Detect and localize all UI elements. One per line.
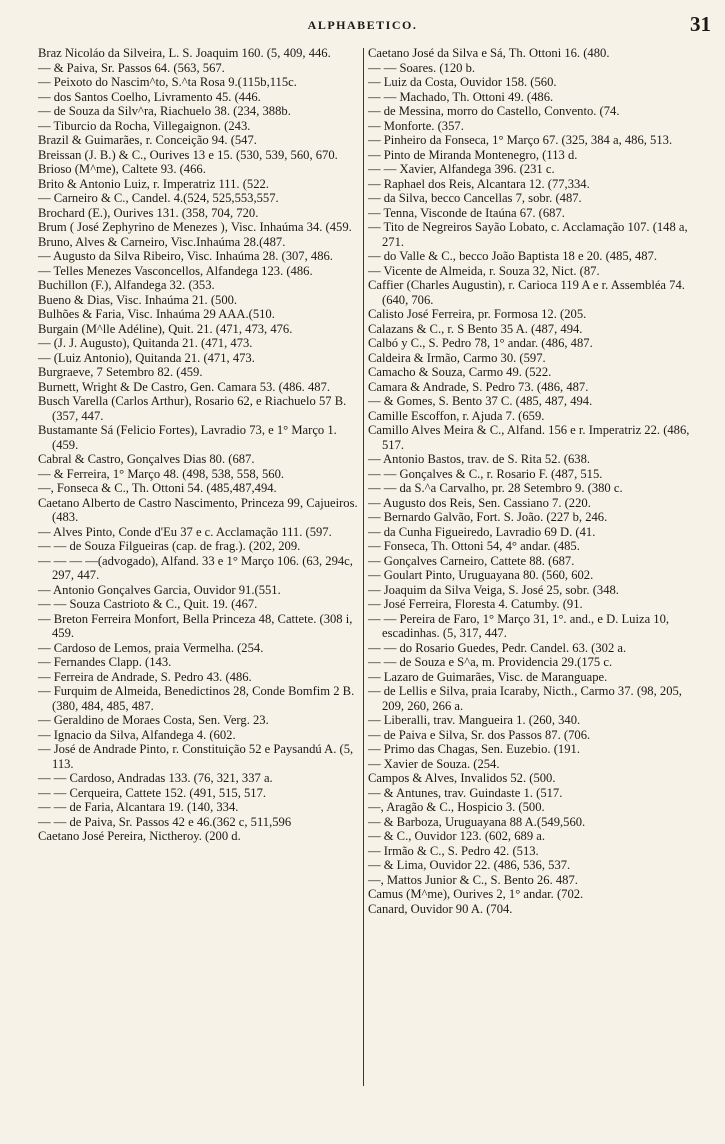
directory-entry: Bruno, Alves & Carneiro, Visc.Inhaúma 28.(487. xyxy=(38,234,286,249)
directory-entry: — & Barboza, Uruguayana 88 A.(549,560. xyxy=(368,814,586,829)
directory-entry: Brioso (M^me), Caltete 93. (466. xyxy=(38,162,206,176)
directory-entry: — Antonio Gonçalves Garcia, Ouvidor 91.(551. xyxy=(38,582,281,597)
directory-entry: — (Luiz Antonio), Quitanda 21. (471, 473. xyxy=(38,350,255,365)
directory-entry: — de Paiva e Silva, Sr. dos Passos 87. (706. xyxy=(368,727,591,742)
directory-entry: — (J. J. Augusto), Quitanda 21. (471, 473. xyxy=(38,336,253,350)
directory-entry: — José de Andrade Pinto, r. Constituição 52 e Paysandú A. (5, 113. xyxy=(38,742,354,771)
running-title: ALPHABETICO. xyxy=(307,18,418,32)
directory-entry: — Raphael dos Reis, Alcantara 12. (77,334. xyxy=(368,176,590,191)
directory-entry: — Geraldino de Moraes Costa, Sen. Verg. 23. xyxy=(38,713,269,727)
directory-entry: Camillo Alves Meira & C., Alfand. 156 e r. Imperatriz 22. (486, 517. xyxy=(368,423,690,452)
directory-entry: — — de Paiva, Sr. Passos 42 e 46.(362 c, 511,596 xyxy=(38,814,292,829)
directory-entry: — Joaquim da Silva Veiga, S. José 25, sobr. (348. xyxy=(368,582,619,597)
directory-entry: — Xavier de Souza. (254. xyxy=(368,756,500,771)
directory-entry: — — Machado, Th. Ottoni 49. (486. xyxy=(368,89,554,104)
directory-entry: — da Cunha Figueiredo, Lavradio 69 D. (41. xyxy=(368,524,596,539)
directory-entry: — Tenna, Visconde de Itaúna 67. (687. xyxy=(368,205,565,220)
directory-entry: Brazil & Guimarães, r. Conceição 94. (547. xyxy=(38,133,257,147)
directory-entry: Bueno & Dias, Visc. Inhaúma 21. (500. xyxy=(38,292,238,307)
directory-entry: — Primo das Chagas, Sen. Euzebio. (191. xyxy=(368,742,580,756)
directory-entry: Camacho & Souza, Carmo 49. (522. xyxy=(368,365,552,379)
directory-entry: — Lazaro de Guimarães, Visc. de Maranguape. xyxy=(368,669,608,684)
directory-entry: — Liberalli, trav. Mangueira 1. (260, 340. xyxy=(368,713,581,727)
directory-entry: Calazans & C., r. S Bento 35 A. (487, 494. xyxy=(368,321,583,336)
directory-entry: — dos Santos Coelho, Livramento 45. (446. xyxy=(38,89,261,104)
directory-entry: Campos & Alves, Invalidos 52. (500. xyxy=(368,771,556,785)
directory-entry: —, Fonseca & C., Th. Ottoni 54. (485,487,494. xyxy=(38,481,277,495)
directory-entry: — da Silva, becco Cancellas 7, sobr. (487. xyxy=(368,191,582,205)
directory-entry: — — de Faria, Alcantara 19. (140, 334. xyxy=(38,800,239,814)
directory-entry: — Bernardo Galvão, Fort. S. João. (227 b, 246. xyxy=(368,510,608,524)
directory-entry: — Pinto de Miranda Montenegro, (113 d. xyxy=(368,147,578,162)
directory-entry: — & Gomes, S. Bento 37 C. (485, 487, 494. xyxy=(368,394,593,408)
directory-entry: — Antonio Bastos, trav. de S. Rita 52. (638. xyxy=(368,452,591,466)
directory-entry: — Fonseca, Th. Ottoni 54, 4° andar. (485. xyxy=(368,539,580,553)
directory-entry: — Carneiro & C., Candel. 4.(524, 525,553,557. xyxy=(38,191,279,205)
directory-entry: — Pinheiro da Fonseca, 1° Março 67. (325, 384 a, 486, 513. xyxy=(368,133,673,147)
directory-entry: Burnett, Wright & De Castro, Gen. Camara 53. (486. 487. xyxy=(38,379,331,394)
directory-entry: — de Souza da Silv^ra, Riachuelo 38. (234, 388b. xyxy=(38,104,291,118)
directory-entry: Breissan (J. B.) & C., Ourives 13 e 15. (530, 539, 560, 670. xyxy=(38,147,338,162)
directory-entry: —, Mattos Junior & C., S. Bento 26. 487. xyxy=(368,872,578,887)
directory-entry: —, Aragão & C., Hospicio 3. (500. xyxy=(368,800,545,814)
directory-entry: — Cardoso de Lemos, praia Vermelha. (254. xyxy=(38,640,264,655)
page-number: 31 xyxy=(690,12,711,36)
directory-entry: Brito & Antonio Luiz, r. Imperatriz 111. (522. xyxy=(38,176,269,191)
directory-columns xyxy=(0,46,725,1136)
directory-entry: Bulhões & Faria, Visc. Inhaúma 29 AAA.(510. xyxy=(38,307,275,321)
directory-entry: — — Soares. (120 b. xyxy=(368,60,476,75)
directory-entry: Braz Nicoláo da Silveira, L. S. Joaquim 160. (5, 409, 446. xyxy=(38,46,331,60)
directory-entry: — & Ferreira, 1° Março 48. (498, 538, 558, 560. xyxy=(38,466,285,481)
directory-entry: — Tito de Negreiros Sayão Lobato, c. Acclamação 107. (148 a, 271. xyxy=(368,220,688,249)
directory-entry: Calbó y C., S. Pedro 78, 1° andar. (486, 487. xyxy=(368,336,593,350)
directory-entry: — José Ferreira, Floresta 4. Catumby. (91. xyxy=(368,597,583,611)
directory-entry: — Telles Menezes Vasconcellos, Alfandega 123. (486. xyxy=(38,263,313,278)
directory-entry: Burgain (M^lle Adéline), Quit. 21. (471, 473, 476. xyxy=(38,321,293,336)
directory-entry: — & C., Ouvidor 123. (602, 689 a. xyxy=(368,829,546,843)
directory-entry: — de Lellis e Silva, praia Icaraby, Nicth., Carmo 37. (98, 205, 209, 260, 266 a. xyxy=(368,684,682,713)
directory-entry: — — de Souza e S^a, m. Providencia 29.(175 c. xyxy=(368,655,613,669)
directory-entry: — & Paiva, Sr. Passos 64. (563, 567. xyxy=(38,60,225,75)
directory-entry: — — da S.^a Carvalho, pr. 28 Setembro 9. (380 c. xyxy=(368,481,623,495)
directory-entry: — — Cerqueira, Cattete 152. (491, 515, 517. xyxy=(38,785,267,800)
directory-entry: Camara & Andrade, S. Pedro 73. (486, 487. xyxy=(368,379,589,394)
page-header xyxy=(0,6,725,36)
directory-entry: — Augusto dos Reis, Sen. Cassiano 7. (220. xyxy=(368,495,591,510)
directory-entry: — Peixoto do Nascim^to, S.^ta Rosa 9.(115b,115c. xyxy=(38,75,297,89)
directory-entry: Buchillon (F.), Alfandega 32. (353. xyxy=(38,278,215,292)
directory-entry: — — Cardoso, Andradas 133. (76, 321, 337 a. xyxy=(38,771,273,785)
directory-entry: — Monforte. (357. xyxy=(368,118,464,133)
directory-entry: Caetano Alberto de Castro Nascimento, Princeza 99, Cajueiros. (483. xyxy=(38,495,358,524)
directory-entry: — — de Souza Filgueiras (cap. de frag.). (202, 209. xyxy=(38,539,301,553)
directory-entry: — — Gonçalves & C., r. Rosario F. (487, 515. xyxy=(368,466,603,481)
directory-entry: Brum ( José Zephyrino de Menezes ), Visc. Inhaúma 34. (459. xyxy=(38,220,352,234)
directory-entry: — — — —(advogado), Alfand. 33 e 1° Março 106. (63, 294c, 297, 447. xyxy=(38,553,353,582)
directory-entry: — Vicente de Almeida, r. Souza 32, Nict. (87. xyxy=(368,263,600,278)
left-column xyxy=(38,46,360,844)
directory-entry: — de Messina, morro do Castello, Convento. (74. xyxy=(368,104,620,118)
directory-entry: Brochard (E.), Ourives 131. (358, 704, 720. xyxy=(38,205,259,220)
directory-entry: — Goulart Pinto, Uruguayana 80. (560, 602. xyxy=(368,568,594,582)
directory-entry: Canard, Ouvidor 90 A. (704. xyxy=(368,901,513,916)
directory-entry: — do Valle & C., becco João Baptista 18 e 20. (485, 487. xyxy=(368,249,658,263)
directory-entry: Burgraeve, 7 Setembro 82. (459. xyxy=(38,365,203,379)
directory-entry: Caetano José da Silva e Sá, Th. Ottoni 16. (480. xyxy=(368,46,610,60)
directory-entry: — Fernandes Clapp. (143. xyxy=(38,655,172,669)
directory-entry: — & Lima, Ouvidor 22. (486, 536, 537. xyxy=(368,858,571,872)
directory-entry: — — Pereira de Faro, 1° Março 31, 1°. and., e D. Luiza 10, escadinhas. (5, 317, 447. xyxy=(368,611,670,640)
right-column xyxy=(368,46,704,916)
directory-entry: Camille Escoffon, r. Ajuda 7. (659. xyxy=(368,408,545,423)
directory-entry: Caffier (Charles Augustin), r. Carioca 119 A e r. Assembléa 74. (640, 706. xyxy=(368,278,685,307)
directory-entry: Cabral & Castro, Gonçalves Dias 80. (687. xyxy=(38,452,255,466)
directory-entry: Caldeira & Irmão, Carmo 30. (597. xyxy=(368,350,546,365)
directory-entry: — Alves Pinto, Conde d'Eu 37 e c. Acclamação 111. (597. xyxy=(38,524,332,539)
directory-entry: — Luiz da Costa, Ouvidor 158. (560. xyxy=(368,75,557,89)
directory-entry: — Augusto da Silva Ribeiro, Visc. Inhaúma 28. (307, 486. xyxy=(38,249,333,263)
directory-entry: — & Antunes, trav. Guindaste 1. (517. xyxy=(368,785,563,800)
directory-entry: — — do Rosario Guedes, Pedr. Candel. 63. (302 a. xyxy=(368,640,627,655)
directory-entry: — Irmão & C., S. Pedro 42. (513. xyxy=(368,843,539,858)
directory-entry: — — Souza Castrioto & C., Quit. 19. (467. xyxy=(38,597,258,611)
directory-entry: — Furquim de Almeida, Benedictinos 28, Conde Bomfim 2 B. (380, 484, 485, 487. xyxy=(38,684,355,713)
directory-entry: Caetano José Pereira, Nictheroy. (200 d. xyxy=(38,829,241,843)
directory-entry: — Tiburcio da Rocha, Villegaignon. (243. xyxy=(38,118,251,133)
directory-entry: — Gonçalves Carneiro, Cattete 88. (687. xyxy=(368,553,575,568)
directory-entry: — Ignacio da Silva, Alfandega 4. (602. xyxy=(38,727,236,742)
directory-entry: — — Xavier, Alfandega 396. (231 c. xyxy=(368,162,555,176)
directory-entry: — Breton Ferreira Monfort, Bella Princeza 48, Cattete. (308 i, 459. xyxy=(38,611,353,640)
directory-entry: Camus (M^me), Ourives 2, 1° andar. (702. xyxy=(368,887,584,901)
directory-entry: Calisto José Ferreira, pr. Formosa 12. (205. xyxy=(368,307,587,321)
directory-entry: Busch Varella (Carlos Arthur), Rosario 62, e Riachuelo 57 B. (357, 447. xyxy=(38,394,347,423)
directory-entry: Bustamante Sá (Felicio Fortes), Lavradio 73, e 1° Março 1. (459. xyxy=(38,423,337,452)
directory-entry: — Ferreira de Andrade, S. Pedro 43. (486. xyxy=(38,669,252,684)
